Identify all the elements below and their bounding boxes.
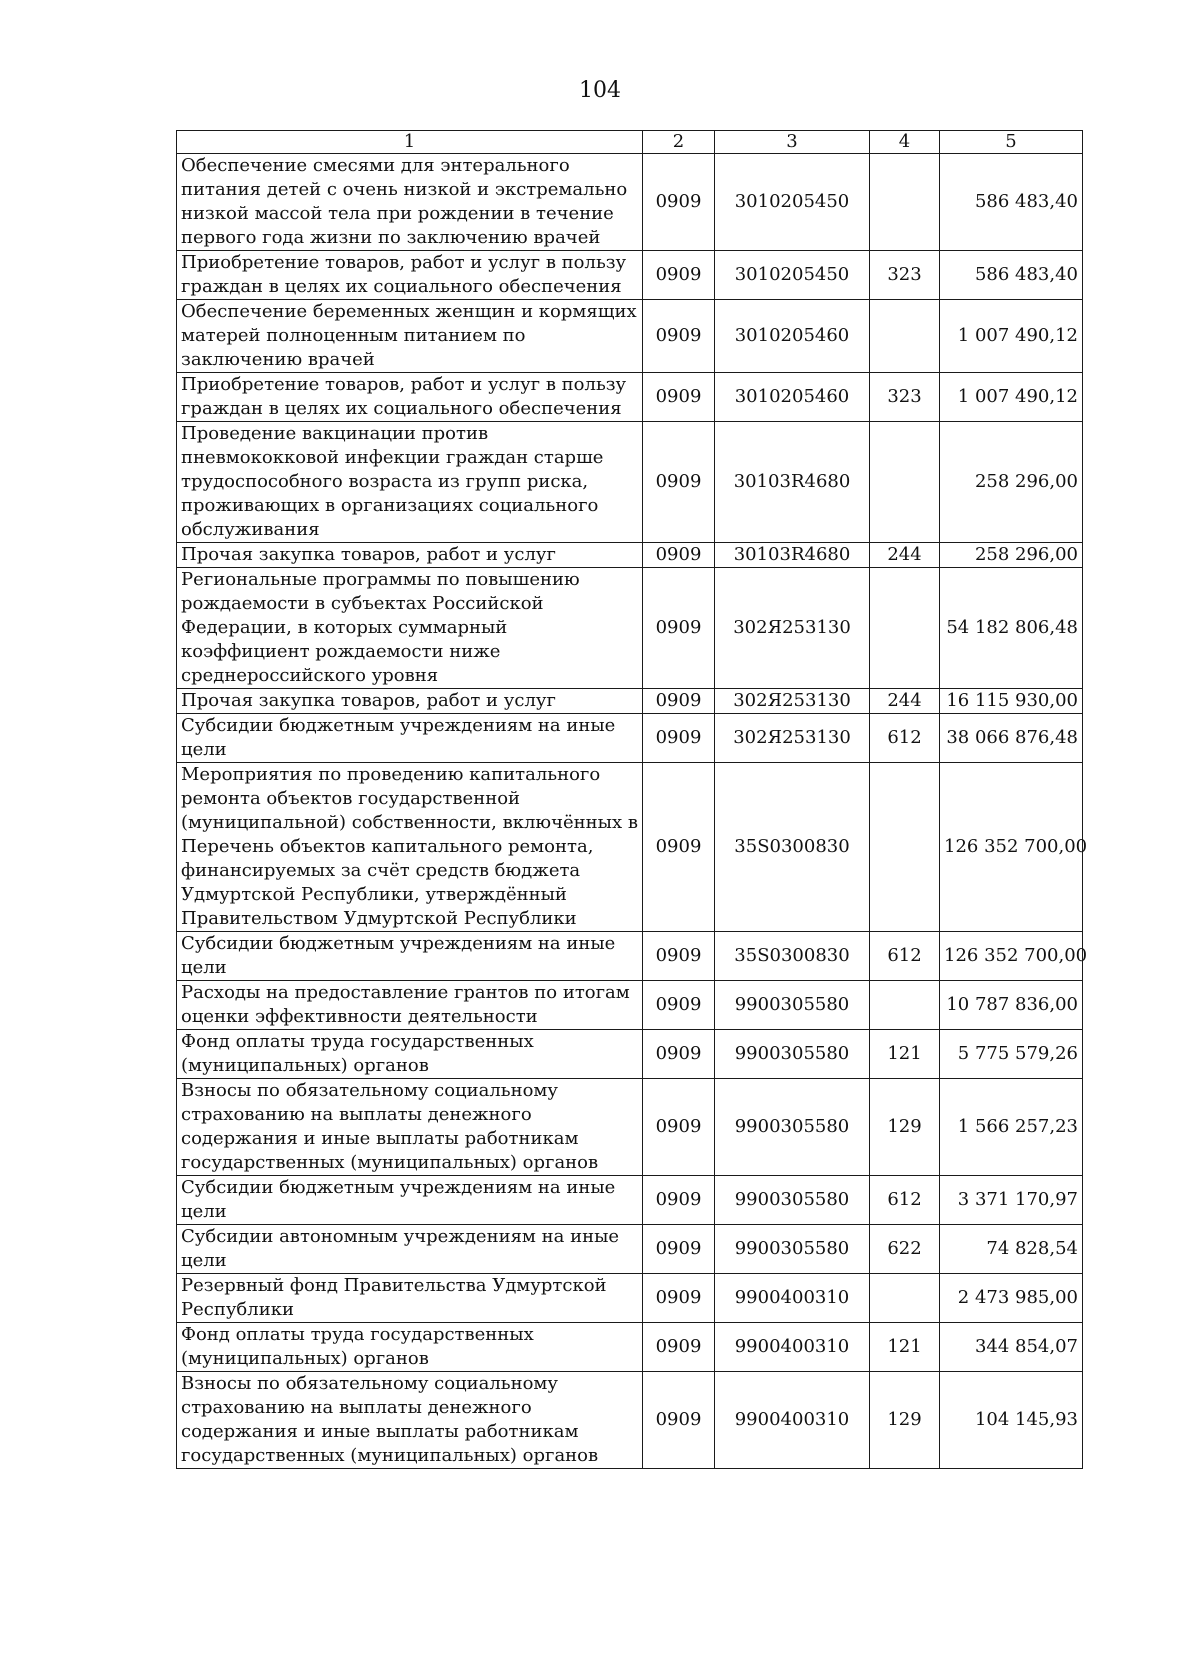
row-name: Приобретение товаров, работ и услуг в пользу граждан в целях их социального обеспечения [177,251,643,300]
row-name: Субсидии автономным учреждениям на иные цели [177,1225,643,1274]
row-section: 0909 [643,300,715,373]
row-expense-type: 129 [870,1372,940,1469]
row-name: Резервный фонд Правительства Удмуртской Республики [177,1274,643,1323]
row-expense-type [870,1274,940,1323]
header-row [177,131,1083,154]
row-amount: 344 854,07 [940,1323,1083,1372]
row-amount: 258 296,00 [940,543,1083,568]
row-section: 0909 [643,1274,715,1323]
column-header-target: 3 [715,131,870,154]
row-amount: 3 371 170,97 [940,1176,1083,1225]
column-header-expense-type: 4 [870,131,940,154]
column-header-amount: 5 [940,131,1083,154]
row-target: 302Я253130 [715,714,870,763]
row-amount: 126 352 700,00 [940,763,1083,932]
row-target: 9900400310 [715,1323,870,1372]
row-expense-type: 612 [870,1176,940,1225]
table-row [177,981,1083,1030]
table-row [177,568,1083,689]
row-name: Обеспечение смесями для энтерального питания детей с очень низкой и экстремально низкой массой тела при рождении в течение первого года жизни по заключению врачей [177,154,643,251]
row-target: 3010205460 [715,300,870,373]
row-name: Прочая закупка товаров, работ и услуг [177,689,643,714]
table-header [177,131,1083,154]
row-section: 0909 [643,1372,715,1469]
row-section: 0909 [643,714,715,763]
row-section: 0909 [643,981,715,1030]
row-section: 0909 [643,1176,715,1225]
row-name: Фонд оплаты труда государственных (муниципальных) органов [177,1030,643,1079]
table-body [177,154,1088,1469]
row-target: 9900305580 [715,981,870,1030]
table-row [177,932,1083,981]
row-section: 0909 [643,373,715,422]
table-row [177,422,1083,543]
row-target: 30103R4680 [715,422,870,543]
table-row [177,300,1083,373]
row-section: 0909 [643,689,715,714]
page-number: 104 [579,78,621,103]
table-row [177,1079,1083,1176]
row-name: Расходы на предоставление грантов по итогам оценки эффективности деятельности [177,981,643,1030]
row-expense-type: 612 [870,714,940,763]
row-target: 3010205450 [715,251,870,300]
row-target: 35S0300830 [715,763,870,932]
row-name: Взносы по обязательному социальному страхованию на выплаты денежного содержания и иные выплаты работникам государственных (муниципальных) органов [177,1079,643,1176]
row-amount: 1 007 490,12 [940,300,1083,373]
row-target: 35S0300830 [715,932,870,981]
row-amount: 586 483,40 [940,154,1083,251]
row-expense-type: 244 [870,689,940,714]
table-row [177,1372,1083,1469]
row-expense-type [870,981,940,1030]
row-expense-type [870,300,940,373]
row-expense-type: 612 [870,932,940,981]
row-name: Взносы по обязательному социальному страхованию на выплаты денежного содержания и иные выплаты работникам государственных (муниципальных) органов [177,1372,643,1469]
table-row [177,763,1083,932]
row-target: 9900305580 [715,1030,870,1079]
row-expense-type [870,422,940,543]
row-amount: 74 828,54 [940,1225,1083,1274]
row-amount: 5 775 579,26 [940,1030,1083,1079]
row-target: 302Я253130 [715,568,870,689]
row-section: 0909 [643,154,715,251]
table-row [177,154,1083,251]
row-amount: 10 787 836,00 [940,981,1083,1030]
row-name: Субсидии бюджетным учреждениям на иные цели [177,714,643,763]
row-name: Фонд оплаты труда государственных (муниципальных) органов [177,1323,643,1372]
row-target: 30103R4680 [715,543,870,568]
column-header-name: 1 [177,131,643,154]
row-name: Приобретение товаров, работ и услуг в пользу граждан в целях их социального обеспечения [177,373,643,422]
row-expense-type: 323 [870,373,940,422]
row-expense-type [870,568,940,689]
row-amount: 104 145,93 [940,1372,1083,1469]
row-amount: 16 115 930,00 [940,689,1083,714]
row-expense-type: 121 [870,1323,940,1372]
row-target: 3010205460 [715,373,870,422]
row-name: Прочая закупка товаров, работ и услуг [177,543,643,568]
table-row [177,689,1083,714]
row-target: 9900305580 [715,1176,870,1225]
row-name: Региональные программы по повышению рождаемости в субъектах Российской Федерации, в которых суммарный коэффициент рождаемости ниже среднероссийского уровня [177,568,643,689]
row-expense-type [870,763,940,932]
row-expense-type: 323 [870,251,940,300]
row-section: 0909 [643,1323,715,1372]
table-row [177,1225,1083,1274]
row-target: 3010205450 [715,154,870,251]
row-expense-type: 244 [870,543,940,568]
table-row [177,543,1083,568]
row-target: 9900305580 [715,1079,870,1176]
row-expense-type: 129 [870,1079,940,1176]
table-row [177,1030,1083,1079]
budget-table [176,130,1088,1469]
column-header-section: 2 [643,131,715,154]
row-section: 0909 [643,932,715,981]
row-target: 9900305580 [715,1225,870,1274]
row-target: 302Я253130 [715,689,870,714]
table-row [177,1274,1083,1323]
row-name: Обеспечение беременных женщин и кормящих матерей полноценным питанием по заключению врачей [177,300,643,373]
table-row [177,714,1083,763]
row-section: 0909 [643,1225,715,1274]
row-expense-type: 622 [870,1225,940,1274]
row-amount: 2 473 985,00 [940,1274,1083,1323]
row-amount: 1 566 257,23 [940,1079,1083,1176]
row-expense-type: 121 [870,1030,940,1079]
row-amount: 38 066 876,48 [940,714,1083,763]
row-amount: 258 296,00 [940,422,1083,543]
row-section: 0909 [643,543,715,568]
table-row [177,251,1083,300]
row-section: 0909 [643,251,715,300]
row-name: Субсидии бюджетным учреждениям на иные цели [177,932,643,981]
row-amount: 54 182 806,48 [940,568,1083,689]
row-section: 0909 [643,763,715,932]
table-row [177,1323,1083,1372]
table-row [177,1176,1083,1225]
row-target: 9900400310 [715,1372,870,1469]
row-section: 0909 [643,422,715,543]
row-name: Субсидии бюджетным учреждениям на иные цели [177,1176,643,1225]
row-amount: 126 352 700,00 [940,932,1083,981]
row-name: Мероприятия по проведению капитального ремонта объектов государственной (муниципальной) собственности, включённых в Перечень объектов капитального ремонта, финансируемых за счёт средств бюджета Удмуртской Республики, утверждённый Правительством Удмуртской Республики [177,763,643,932]
row-amount: 586 483,40 [940,251,1083,300]
row-section: 0909 [643,1079,715,1176]
row-amount: 1 007 490,12 [940,373,1083,422]
row-expense-type [870,154,940,251]
row-section: 0909 [643,1030,715,1079]
row-name: Проведение вакцинации против пневмококковой инфекции граждан старше трудоспособного возраста из групп риска, проживающих в организациях социального обслуживания [177,422,643,543]
row-section: 0909 [643,568,715,689]
table-row [177,373,1083,422]
row-target: 9900400310 [715,1274,870,1323]
